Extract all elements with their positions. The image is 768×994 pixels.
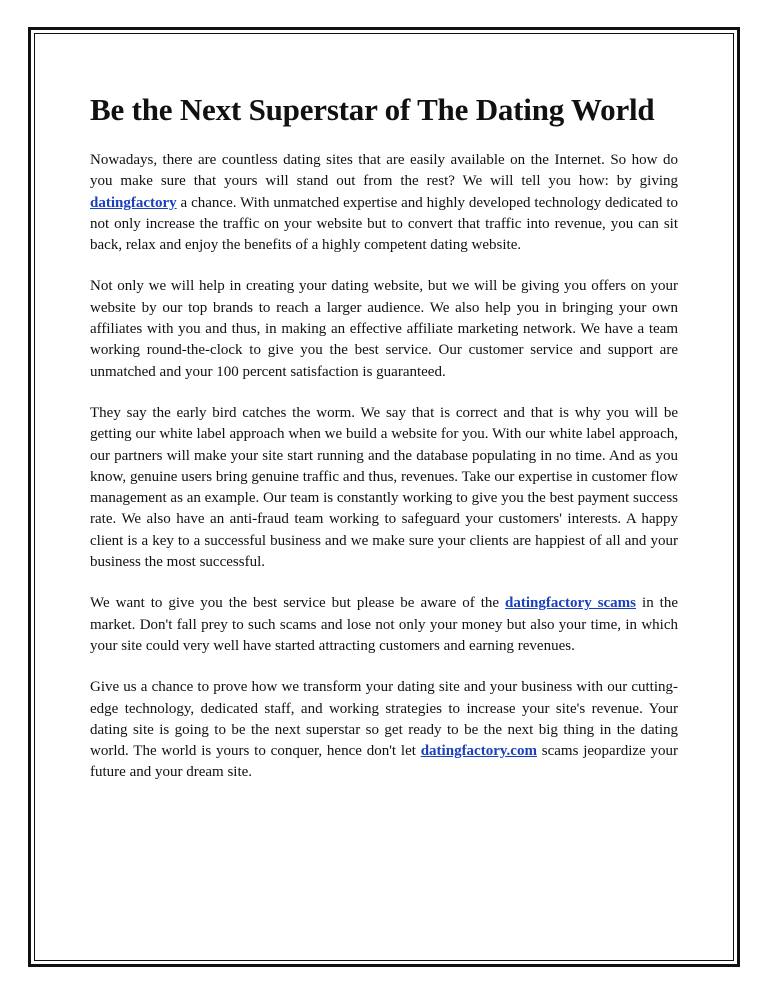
datingfactory-com-link[interactable]: datingfactory.com (420, 743, 537, 760)
paragraph-5-text-before: Give us a chance to prove how we transform your dating site and your business with our cutting-edge technology, dedicated staff, and working strategies to increase your site's revenue. Your dating site is going to be the next superstar so get ready to be the next big thing in the dating world. The world is yours to conquer, hence don't let (90, 679, 678, 760)
paragraph-1-text-after: a chance. With unmatched expertise and highly developed technology dedicated to not only increase the traffic on your website but to convert that traffic into revenue, you can sit back, relax and enjoy the benefits of a highly competent dating website. (90, 194, 678, 254)
paragraph-4-text-before: We want to give you the best service but please be aware of the (90, 595, 506, 612)
paragraph-4 (90, 593, 678, 657)
paragraph-4-text-after: in the market. Don't fall prey to such scams and lose not only your money but also your time, in which your site could very well have started attracting customers and earning revenues. (90, 595, 679, 654)
paragraph-2: Not only we will help in creating your dating website, but we will be giving you offers on your website by our top brands to reach a larger audience. We also help you in bringing your own affiliates with you and thus, in making an effective affiliate marketing network. We have a team working round-the-clock to give you the best service. Our customer service and support are unmatched and your 100 percent satisfaction is guaranteed. (90, 278, 678, 380)
paragraph-1 (90, 150, 678, 256)
paragraph-5-text-after: scams jeopardize your future and your dream site. (90, 743, 679, 781)
datingfactory-link[interactable]: datingfactory (90, 194, 177, 211)
datingfactory-scams-link[interactable]: datingfactory scams (505, 595, 637, 612)
paragraph-3: They say the early bird catches the worm. We say that is correct and that is why you will be getting our white label approach when we build a website for you. With our white label approach, our partners will make your site start running and the database populating in no time. And as you know, genuine users bring genuine traffic and thus, revenues. Take our expertise in customer flow management as an example. Our team is constantly working to give you the best payment success rate. We also have an anti-fraud team working to safeguard your customers' interests. A happy client is a key to a successful business and we make sure your clients are happiest of all and your business the most successful. (90, 404, 678, 571)
document-title: Be the Next Superstar of The Dating World (90, 92, 655, 127)
document-body (90, 90, 678, 804)
paragraph-5 (90, 677, 678, 783)
paragraph-1-text-before: Nowadays, there are countless dating sites that are easily available on the Internet. So how do you make sure that yours will stand out from the rest? We will tell you how: by giving (90, 152, 678, 190)
